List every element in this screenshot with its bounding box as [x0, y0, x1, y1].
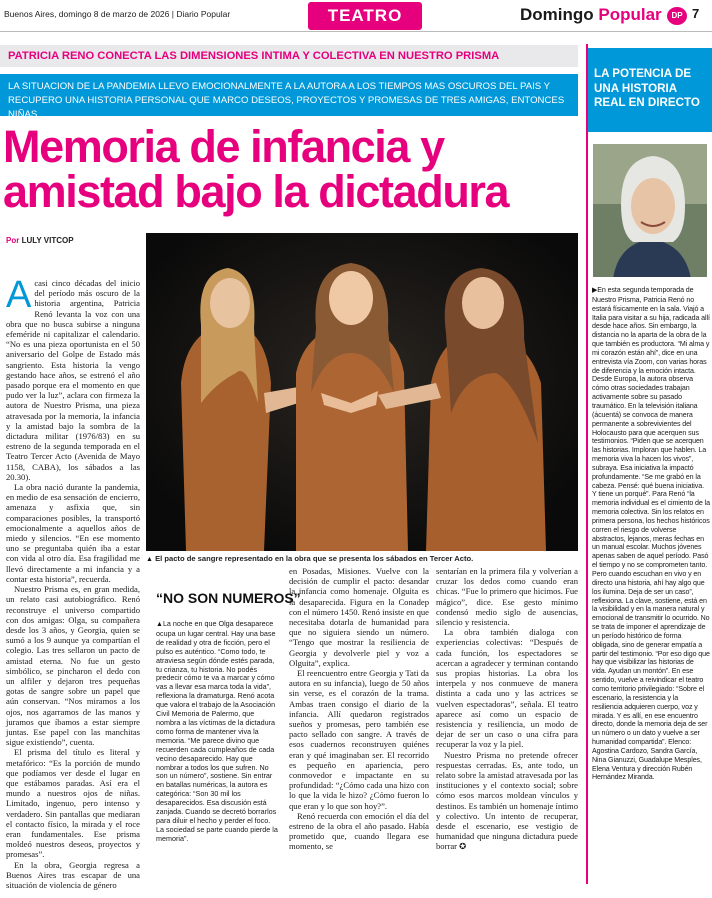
paragraph-text: casi cinco décadas del inicio del período más oscuro de la historia argentina, Patricia Renó levanta la voz con una obra que no busca subirse a ninguna efeméride ni capitalizar el calendario. “No es una pieza oportunista en el 50 aniversario del Golpe de Estado más sangriento. Esta historia la vengo gestando hace años, se estrenó el año pasado porque era el momento en que pudo ver la luz”, aclara con firmeza la autora de Nuestro Prisma, una pieza atravesada por la memoria, la infancia y la amistad bajo la sombra de la dictadura militar (1976/83) en su estreno de la segunda temporada en el Teatro Tercer Acto (Avenida de Mayo 1158, CABA), los sábados a las 20.30).: [6, 278, 140, 482]
section-tab: TEATRO: [308, 2, 422, 30]
brand-word-a: Domingo: [520, 5, 599, 24]
paragraph-text: Nuestro Prisma no pretende ofrecer respuestas cerradas. Es, ante todo, un relato sobre la amistad atravesada por las instituciones y el contexto social; sobre cómo esos marcos moldean vínculos y destinos. Es también un homenaje íntimo y colectivo. Un intento de recuperar, desde el escenario, ese vestigio de humanidad que ninguna dictadura puede borrar: [436, 749, 578, 852]
byline: [6, 236, 74, 245]
column-divider: [586, 44, 588, 884]
article-photo: [146, 233, 578, 551]
brand-badge: DP: [667, 7, 687, 25]
paragraph: Renó recuerda con emoción el día del estreno de la obra el año pasado. Había prometido que, cuando llegara ese momento, se: [289, 810, 429, 852]
author-portrait: [592, 143, 708, 278]
byline-prefix: Por: [6, 236, 22, 245]
paragraph: En la obra, Georgia regresa a Buenos Aires tras escapar de una situación de violencia de género: [6, 859, 140, 890]
paragraph: sentarían en la primera fila y volverían a cruzar los dedos como cuando eran chicas. “Fue lo primero que hicimos. Fue mágico”, dice. Ese gesto mínimo condensó medio siglo de ausencias, silencio y resistencia.: [436, 566, 578, 628]
sidebar-text: La noche en que Olga desaparece ocupa un lugar central. Hay una base de realidad y otra de ficción, pero el pulso es auténtico. “Como todo, te atraviesa según dónde estés parada, tu crianza, tu historia. No podés predecir cómo te va a marcar y cómo vas a llevar esa marca toda la vida”, reflexiona la dramaturga. Renó acota que valora el trabajo de la Asociación Civil Memoria de Palermo, que nombra a las víctimas de la dictadura como forma de mantener viva la memoria. “Me parece divino que recuerden cada cumpleaños de cada vecino desaparecido. Hay que nombrar a todos los que sufren. No son un número”, sostiene. Sin entrar en batallas numéricas, la autora es categórica: “Son 30 mil los desaparecidos. Esa discusión está zanjada. Cuando se decretó borrarlos para diluir el hecho y perder el foco. La sociedad se parte cuando pierde la memoria”.: [156, 619, 278, 843]
triangle-icon: ▶: [592, 287, 598, 294]
column-1: [6, 274, 140, 890]
side-title: LA POTENCIA DE UNA HISTORIA REAL EN DIRECTO: [588, 48, 712, 132]
photo-caption: [146, 554, 578, 563]
paragraph: El prisma del título es literal y metafórico: “Es la porción de mundo que podíamos ver desde el lugar en que estábamos paradas. Así era el mundo a nuestros ojos de niñas. Limitado, ingenuo, pero intenso y verdadero. Sin pantallas que mediaran el contacto físico, la mirada y el roce eran fundamentales. Ese prisma moldeó nuestros deseos, proyectos y promesas”.: [6, 747, 140, 860]
kicker: PATRICIA RENO CONECTA LAS DIMENSIONES INTIMA Y COLECTIVA EN NUESTRO PRISMA: [0, 45, 578, 67]
side-column: [592, 286, 710, 782]
triangle-icon: ▲: [146, 556, 153, 563]
caption-text: El pacto de sangre representado en la obra que se presenta los sábados en Tercer Acto.: [155, 554, 474, 563]
end-mark-icon: ✪: [459, 841, 467, 852]
paragraph: [6, 274, 140, 482]
portrait-illustration: [593, 144, 708, 278]
deck: LA SITUACION DE LA PANDEMIA LLEVO EMOCIONALMENTE A LA AUTORA A LOS TIEMPOS MAS OSCUROS DEL PAIS Y RECUPERO UNA HISTORIA PERSONAL QUE MARCO DESEOS, PROYECTOS Y PROMESAS DE TRES AMIGAS, ENTONCES NIÑAS.: [0, 74, 578, 116]
subhead: “NO SON NUMEROS”: [156, 590, 301, 606]
side-text: En esta segunda temporada de Nuestro Prisma, Patricia Renó no estará físicamente en la sala. Viajó a Italia para visitar a su hija, radicada allí desde hace años. Sin embargo, la distancia no la aparta de la obra de la que también es productora. “Mi alma y mi corazón están ahí”, dice en una entrevista vía Zoom, con varias horas de diferencia y la emoción intacta. Desde Europa, la autora observa cómo otras sociedades trabajan activamente sobre su pasado traumático. En la televisión italiana (ácuentá) se convoca de manera permanente a sobrevivientes del Holocausto para que acerquen sus testimonios. “Piden que se acerquen las historias. Imploran que hablen. La memoria viva la hacen los vivos”, subraya. Esa iniciativa la impactó profundamente. “Se me grabó en la cabeza. Pensé: qué buena iniciativa. Y tiene un porqué”. Para Renó “la memoria individual es el cimiento de la memoria colectiva. Sin los relatos en primera persona, los hechos históricos corren el riesgo de volverse abstractos, lejanos, meras fechas en un manual escolar. Muchos jóvenes apenas saben de aquel período. Pasó el tiempo y no se comprometen tanto. Pero cuando escuchan en vivo y en directo una historia, ahí hay algo que los ilumina. Deja de ser un caso”, reflexiona. La clave, sostiene, está en la visibilidad y en la manera natural y emocional de transmitir lo ocurrido. No se trata de imponer el aprendizaje de un período histórico de forma obligada, sino de generar empatía a partir del testimonio. “Por eso digo que hay que visibilizar las historias de vida. Ayudan un montón”. En ese sentido, vuelve a reivindicar el teatro como territorio privilegiado: “Sobre el escenario, la resistencia y la resiliencia adquieren cuerpo, voz y mirada. Y es allí, en ese encuentro directo, donde la memoria deja de ser un número o un dato y vuelve a ser humanidad compartida”. Elenco: Agostina Cardozo, Sandra García, Nina Gianuzzi, Guadalupe Mesples, Elena Ventura y dirección Rubén Hernández Miranda.: [592, 286, 710, 782]
paragraph: La obra nació durante la pandemia, en medio de esa sensación de encierro, amenaza y asfixia que, sin comparaciones posibles, la transportó emocionalmente a aquellos años de miedo y silencios. “En ese momento uno se preguntaba quién iba a estar con vida al otro día. Esa fragilidad me llevó directamente a mi infancia y a contar esta historia”, recuerda.: [6, 482, 140, 584]
headline: Memoria de infancia y amistad bajo la dictadura: [3, 121, 509, 217]
triangle-icon: ▲: [156, 621, 163, 628]
byline-author: LULY VITCOP: [21, 236, 74, 245]
dropcap: A: [6, 274, 32, 316]
photo-illustration: [146, 233, 578, 551]
page-number: 7: [692, 6, 700, 21]
paragraph: Nuestro Prisma es, en gran medida, un relato casi autobiográfico. Renó reconstruye el universo compartido con dos amigas: Olga, su compañera desde los 3 años, y Georgia, quien se sumó a los 9 aunque ya compartían el colegio. Las tres sellaron un pacto de amistad eterna. No fue un gesto simbólico, se pincharon el dedo con un alfiler y dejaron tres pequeñas gotas de sangre sobre un papel que aún conservan. “Nos miramos a los ojos, nos agarramos de las manos y juramos que íbamos a estar siempre juntas. Ese papel con las manchitas sigue existiendo”, cuenta.: [6, 584, 140, 748]
page-header: [0, 0, 712, 32]
brand-word-b: Popular: [598, 5, 662, 24]
dateline: Buenos Aires, domingo 8 de marzo de 2026 | Diario Popular: [4, 9, 231, 19]
paragraph: La obra también dialoga con experiencias colectivas: “Después de cada función, los espectadores se acercan a agradecer y terminan contando sus propias historias. La obra los interpela y nos conmueve de manera distinta a cada uno y las actrices se vuelven espectadoras”, señala. El teatro aparece así como un espacio de resistencia y resiliencia, un modo de dejar de ser un caso o una cifra para recuperar la voz y la piel.: [436, 627, 578, 750]
brand-logo: [520, 5, 662, 25]
sidebar-box: [156, 620, 280, 844]
paragraph: [436, 750, 578, 852]
paragraph: El reencuentro entre Georgia y Tati da autora en su infancia), luego de 50 años sin verse, es el corazón de la trama. Ambas traen consigo el diario de la infancia. Allí quedaron registrados sueños y promesas, pero también ese pacto sellado con sangre. A través de esos cuadernos reconstruyen quiénes eran y qué imaginaban ser. El recorrido es pequeño en apariencia, pero conmovedor e impactante en su profundidad: “¿Cómo cada una hizo con lo que la vida le hizo? ¿Cómo fueron lo que eran y lo que son hoy?”.: [289, 668, 429, 811]
paragraph: en Posadas, Misiones. Vuelve con la decisión de cumplir el pacto: desandar la infancia como homenaje. Olguita es la desaparecida. Figura en la Conadep con el número 1450. Renó insiste en que necesitaba dotarla de humanidad para que no siguiera siendo un número. “Tengo que mostrar la resiliencia de Georgia y devolverle piel y voz a Olguita”, explica.: [289, 566, 429, 668]
column-4: [436, 566, 578, 852]
column-3: [289, 566, 429, 852]
